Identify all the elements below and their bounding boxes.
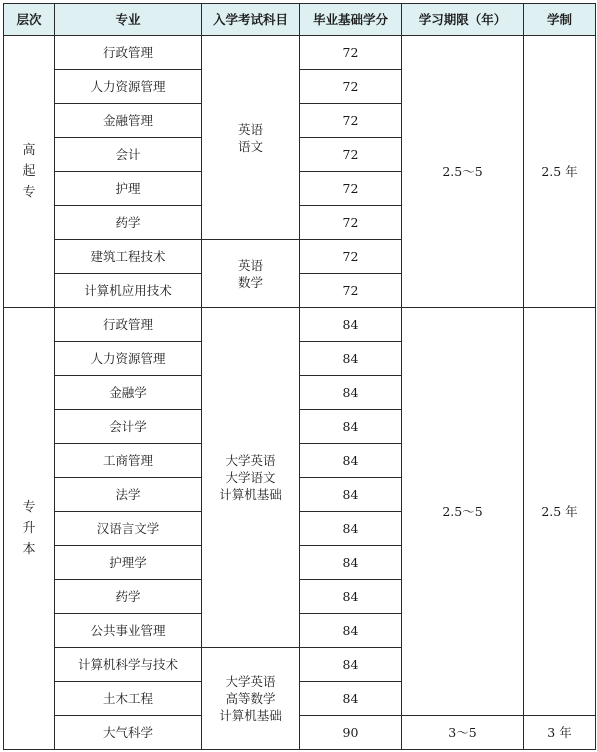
exam-cell: 大学英语 高等数学 计算机基础: [202, 648, 300, 750]
major-cell: 人力资源管理: [55, 70, 202, 104]
credits-cell: 84: [300, 512, 402, 546]
major-cell: 金融学: [55, 376, 202, 410]
major-cell: 会计学: [55, 410, 202, 444]
period-cell: 2.5～5: [402, 308, 524, 716]
credits-cell: 84: [300, 342, 402, 376]
credits-cell: 84: [300, 682, 402, 716]
credits-cell: 72: [300, 240, 402, 274]
period-cell: 3～5: [402, 716, 524, 750]
credits-cell: 72: [300, 206, 402, 240]
major-cell: 大气科学: [55, 716, 202, 750]
header-major: 专业: [55, 4, 202, 36]
credits-cell: 72: [300, 104, 402, 138]
system-cell: 3 年: [524, 716, 596, 750]
major-cell: 金融管理: [55, 104, 202, 138]
program-table: [3, 3, 596, 750]
major-cell: 法学: [55, 478, 202, 512]
credits-cell: 84: [300, 376, 402, 410]
major-cell: 行政管理: [55, 308, 202, 342]
credits-cell: 72: [300, 138, 402, 172]
exam-cell: 英语 数学: [202, 240, 300, 308]
table-row: [4, 716, 596, 750]
header-credits: 毕业基础学分: [300, 4, 402, 36]
major-cell: 计算机科学与技术: [55, 648, 202, 682]
level-label: 高 起 专: [22, 143, 36, 200]
level-cell-zhuanshengben: [4, 308, 55, 750]
major-cell: 工商管理: [55, 444, 202, 478]
major-cell: 行政管理: [55, 36, 202, 70]
period-cell: 2.5～5: [402, 36, 524, 308]
header-level: 层次: [4, 4, 55, 36]
credits-cell: 84: [300, 614, 402, 648]
major-cell: 人力资源管理: [55, 342, 202, 376]
major-cell: 公共事业管理: [55, 614, 202, 648]
major-cell: 计算机应用技术: [55, 274, 202, 308]
table-row: [4, 308, 596, 342]
header-row: [4, 4, 596, 36]
credits-cell: 84: [300, 478, 402, 512]
level-label: 专 升 本: [22, 500, 36, 557]
credits-cell: 84: [300, 648, 402, 682]
system-cell: 2.5 年: [524, 36, 596, 308]
credits-cell: 84: [300, 546, 402, 580]
header-exam: 入学考试科目: [202, 4, 300, 36]
credits-cell: 72: [300, 70, 402, 104]
major-cell: 会计: [55, 138, 202, 172]
major-cell: 药学: [55, 206, 202, 240]
exam-cell: 大学英语 大学语文 计算机基础: [202, 308, 300, 648]
credits-cell: 72: [300, 172, 402, 206]
credits-cell: 84: [300, 444, 402, 478]
credits-cell: 84: [300, 308, 402, 342]
major-cell: 汉语言文学: [55, 512, 202, 546]
header-period: 学习期限（年）: [402, 4, 524, 36]
major-cell: 土木工程: [55, 682, 202, 716]
level-cell-gaoqizhuan: [4, 36, 55, 308]
header-system: 学制: [524, 4, 596, 36]
credits-cell: 72: [300, 274, 402, 308]
major-cell: 药学: [55, 580, 202, 614]
exam-cell: 英语 语文: [202, 36, 300, 240]
credits-cell: 84: [300, 410, 402, 444]
credits-cell: 72: [300, 36, 402, 70]
credits-cell: 84: [300, 580, 402, 614]
major-cell: 建筑工程技术: [55, 240, 202, 274]
major-cell: 护理学: [55, 546, 202, 580]
major-cell: 护理: [55, 172, 202, 206]
system-cell: 2.5 年: [524, 308, 596, 716]
credits-cell: 90: [300, 716, 402, 750]
table-row: [4, 36, 596, 70]
